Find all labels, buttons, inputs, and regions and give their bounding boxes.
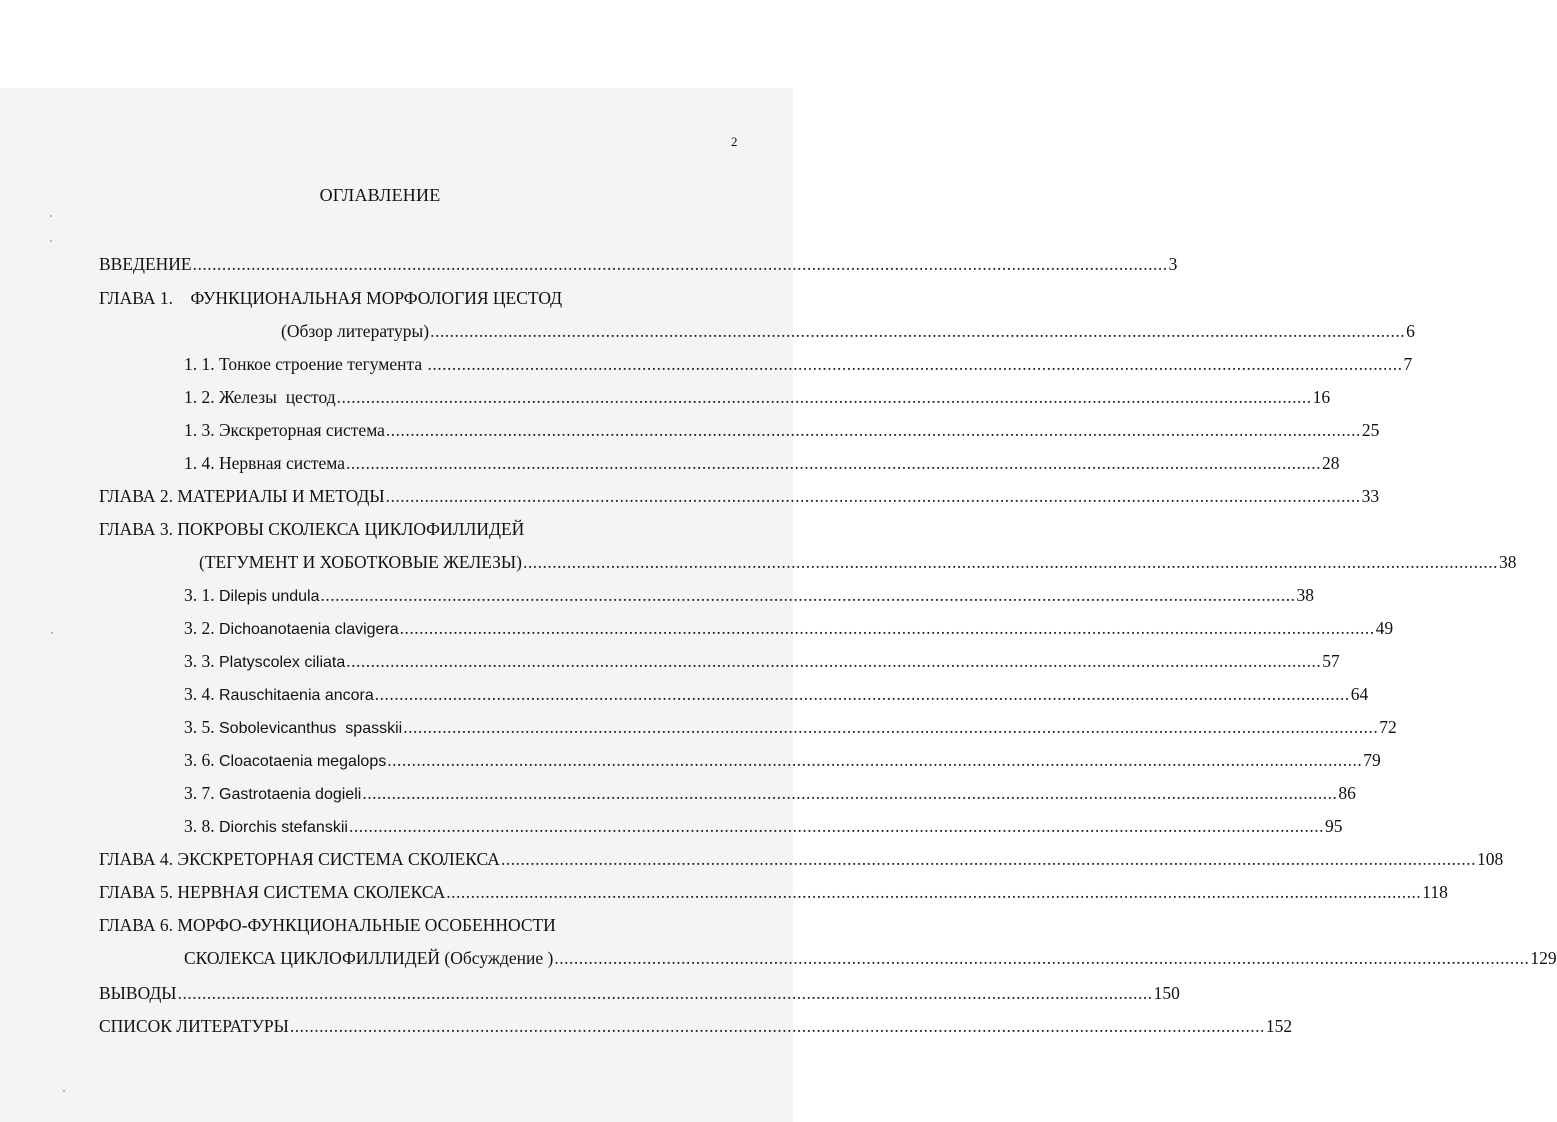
toc-leader-dots: ........................................................................................................................................................................................................	[336, 387, 1312, 407]
toc-entry-label: СКОЛЕКСА ЦИКЛОФИЛЛИДЕЙ (Обсуждение )	[184, 948, 554, 968]
toc-entry-chapter-5	[99, 881, 1448, 903]
toc-leader-dots: ........................................................................................................................................................................................................	[427, 354, 1403, 374]
toc-leader-dots: ........................................................................................................................................................................................................	[385, 420, 1361, 440]
toc-entry-label: 1. 3. Экскреторная система	[184, 420, 385, 440]
toc-entry-page: 25	[1361, 420, 1380, 440]
toc-leader-dots: ........................................................................................................................................................................................................	[387, 750, 1363, 770]
toc-leader-dots: ........................................................................................................................................................................................................	[430, 321, 1406, 341]
toc-entry-label: (Обзор литературы)	[281, 321, 430, 341]
toc-entry-page: 28	[1322, 453, 1340, 473]
toc-entry-species: Rauschitaenia ancora	[219, 687, 374, 704]
toc-entry-page: 64	[1350, 684, 1369, 704]
toc-entry-1-2	[184, 386, 1331, 408]
toc-entry-page: 38	[1498, 552, 1517, 572]
toc-entry-label	[184, 749, 386, 773]
toc-entry-label	[184, 683, 374, 707]
toc-entry-label: 1. 4. Нервная система	[184, 453, 346, 473]
toc-entry-label: ГЛАВА 4. ЭКСКРЕТОРНАЯ СИСТЕМА СКОЛЕКСА	[99, 849, 500, 869]
toc-entry-number: 3. 8.	[184, 816, 219, 836]
toc-entry-species: Dichoanotaenia clavigera	[219, 621, 399, 638]
toc-entry-label: (ТЕГУМЕНТ И ХОБОТКОВЫЕ ЖЕЛЕЗЫ)	[199, 552, 522, 572]
toc-leader-dots: ........................................................................................................................................................................................................	[348, 816, 1324, 836]
toc-entry-page: 95	[1324, 816, 1343, 836]
toc-entry-label: ГЛАВА 3. ПОКРОВЫ СКОЛЕКСА ЦИКЛОФИЛЛИДЕЙ	[99, 519, 525, 539]
toc-entry-number: 3. 2.	[184, 618, 219, 638]
toc-leader-dots: ........................................................................................................................................................................................................	[385, 486, 1361, 506]
toc-entry-species: Sobolevicanthus spasskii	[219, 720, 403, 737]
toc-entry-1-1	[184, 353, 1413, 375]
toc-entry-number: 3. 7.	[184, 783, 219, 803]
toc-entry-3-6	[184, 749, 1381, 773]
toc-entry-number: 3. 6.	[184, 750, 219, 770]
toc-title: ОГЛАВЛЕНИЕ	[319, 185, 441, 205]
toc-entry-label: 1. 1. Тонкое строение тегумента	[184, 354, 427, 374]
toc-entry-3-2	[184, 617, 1394, 641]
toc-leader-dots: ........................................................................................................................................................................................................	[399, 618, 1375, 638]
toc-leader-dots: ........................................................................................................................................................................................................	[362, 783, 1338, 803]
toc-leader-dots: ........................................................................................................................................................................................................	[192, 254, 1168, 274]
toc-entry-page: 49	[1375, 618, 1394, 638]
scan-speck	[50, 240, 52, 242]
toc-entry-chapter-6-subtitle	[184, 947, 1557, 969]
toc-entry-species: Dilepis undula	[219, 588, 320, 605]
toc-entry-label: ВВЕДЕНИЕ	[99, 254, 192, 274]
toc-entry-label	[184, 815, 348, 839]
toc-entry-references	[99, 1015, 1293, 1037]
toc-entry-page: 118	[1422, 882, 1448, 902]
toc-leader-dots: ........................................................................................................................................................................................................	[403, 717, 1379, 737]
toc-leader-dots: ........................................................................................................................................................................................................	[554, 948, 1530, 968]
toc-entry-conclusions	[99, 982, 1180, 1004]
toc-entry-introduction	[99, 253, 1178, 275]
toc-entry-label: ГЛАВА 1. ФУНКЦИОНАЛЬНАЯ МОРФОЛОГИЯ ЦЕСТОД	[99, 288, 563, 308]
toc-entry-page: 86	[1338, 783, 1356, 803]
toc-entry-chapter-3	[99, 518, 524, 540]
toc-entry-page: 129	[1530, 948, 1557, 968]
toc-entry-number: 3. 4.	[184, 684, 219, 704]
toc-entry-chapter-4	[99, 848, 1504, 870]
toc-entry-page: 79	[1363, 750, 1381, 770]
toc-entry-chapter-2	[99, 485, 1380, 507]
toc-entry-species: Diorchis stefanskii	[219, 819, 348, 836]
scan-speck	[63, 1090, 65, 1092]
toc-entry-page: 72	[1379, 717, 1397, 737]
toc-entry-species: Gastrotaenia dogieli	[219, 786, 362, 803]
toc-entry-label: ГЛАВА 5. НЕРВНАЯ СИСТЕМА СКОЛЕКСА	[99, 882, 446, 902]
toc-leader-dots: ........................................................................................................................................................................................................	[522, 552, 1498, 572]
toc-leader-dots: ........................................................................................................................................................................................................	[374, 684, 1350, 704]
toc-entry-3-5	[184, 716, 1397, 740]
toc-entry-page: 7	[1403, 354, 1413, 374]
toc-entry-page: 152	[1265, 1016, 1293, 1036]
toc-entry-page: 6	[1406, 321, 1415, 341]
toc-entry-page: 38	[1296, 585, 1315, 605]
scan-speck	[50, 215, 52, 217]
toc-leader-dots: ........................................................................................................................................................................................................	[446, 882, 1422, 902]
toc-entry-number: 3. 1.	[184, 585, 219, 605]
toc-leader-dots: ........................................................................................................................................................................................................	[346, 453, 1322, 473]
toc-entry-3-7	[184, 782, 1356, 806]
toc-entry-number: 3. 3.	[184, 651, 219, 671]
scan-speck	[51, 632, 53, 634]
toc-entry-label: ГЛАВА 6. МОРФО-ФУНКЦИОНАЛЬНЫЕ ОСОБЕННОСТИ	[99, 915, 556, 935]
toc-entry-number: 3. 5.	[184, 717, 219, 737]
toc-entry-label	[184, 584, 320, 608]
toc-entry-species: Platyscolex ciliata	[219, 654, 346, 671]
toc-entry-page: 108	[1476, 849, 1504, 869]
toc-entry-page: 3	[1168, 254, 1178, 274]
toc-entry-1-3	[184, 419, 1380, 441]
toc-entry-page: 16	[1312, 387, 1331, 407]
toc-entry-label	[184, 617, 399, 641]
toc-entry-label	[184, 716, 402, 740]
toc-entry-label: 1. 2. Железы цестод	[184, 387, 336, 407]
toc-leader-dots: ........................................................................................................................................................................................................	[346, 651, 1322, 671]
toc-entry-3-3	[184, 650, 1340, 674]
toc-entry-label	[184, 782, 361, 806]
toc-leader-dots: ........................................................................................................................................................................................................	[320, 585, 1296, 605]
toc-entry-3-1	[184, 584, 1315, 608]
toc-entry-label: ВЫВОДЫ	[99, 983, 177, 1003]
toc-entry-1-4	[184, 452, 1340, 474]
toc-leader-dots: ........................................................................................................................................................................................................	[177, 983, 1153, 1003]
toc-leader-dots: ........................................................................................................................................................................................................	[289, 1016, 1265, 1036]
toc-entry-chapter-1	[99, 287, 562, 309]
toc-entry-label	[184, 650, 345, 674]
toc-entry-page: 150	[1153, 983, 1180, 1003]
toc-entry-chapter-1-subtitle	[281, 320, 1415, 342]
toc-entry-chapter-3-subtitle	[199, 551, 1517, 573]
page-number: 2	[731, 134, 738, 149]
toc-leader-dots: ........................................................................................................................................................................................................	[500, 849, 1476, 869]
toc-entry-species: Cloacotaenia megalops	[219, 753, 387, 770]
toc-entry-label: ГЛАВА 2. МАТЕРИАЛЫ И МЕТОДЫ	[99, 486, 385, 506]
toc-entry-page: 33	[1361, 486, 1380, 506]
toc-entry-3-4	[184, 683, 1369, 707]
toc-entry-page: 57	[1322, 651, 1340, 671]
toc-entry-label: СПИСОК ЛИТЕРАТУРЫ	[99, 1016, 289, 1036]
toc-entry-3-8	[184, 815, 1343, 839]
toc-entry-chapter-6	[99, 914, 556, 936]
